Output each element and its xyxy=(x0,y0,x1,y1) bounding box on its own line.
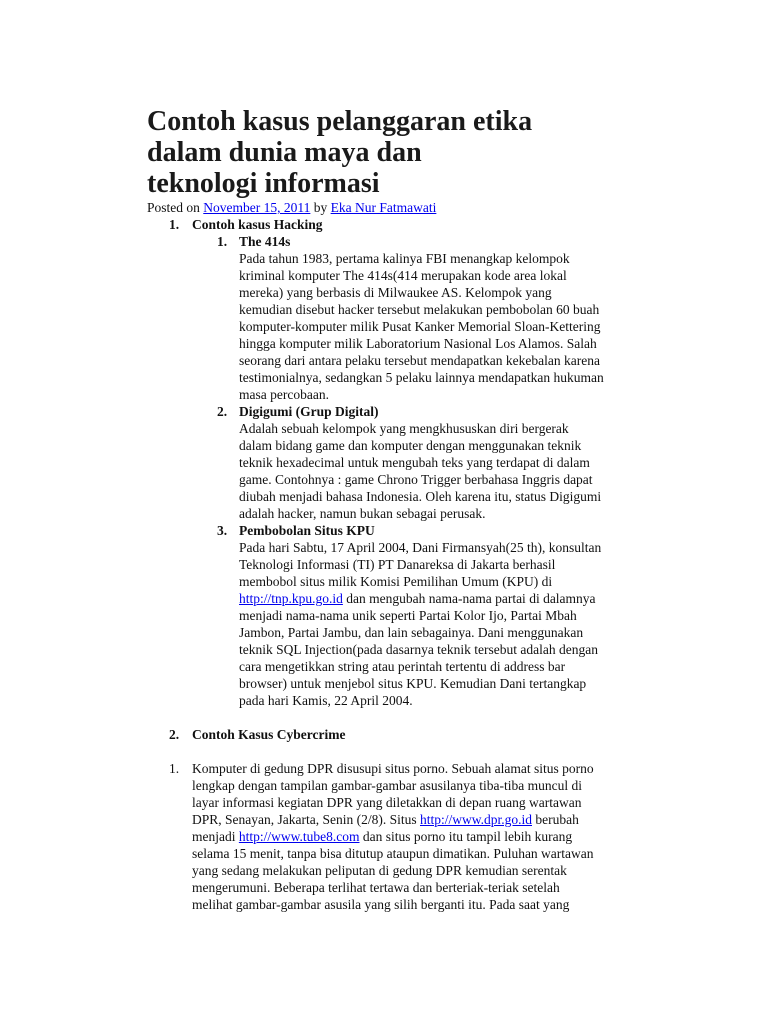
subsection-heading-digigumi: 2. Digigumi (Grup Digital) xyxy=(217,404,379,419)
paragraph-line: membobol situs milik Komisi Pemilihan Umum (KPU) di xyxy=(239,574,553,589)
list-number: 2. xyxy=(217,404,228,419)
paragraph-line: selama 15 menit, tanpa bisa ditutup ataupun dimatikan. Puluhan wartawan xyxy=(192,846,594,861)
list-number: 2. xyxy=(169,727,180,742)
paragraph-line: Teknologi Informasi (TI) PT Danareksa di Jakarta berhasil xyxy=(239,557,556,572)
paragraph-line: yang sedang melakukan peliputan di gedung DPR kemudian serentak xyxy=(192,863,567,878)
title-line: Contoh kasus pelanggaran etika xyxy=(147,106,533,137)
document-page xyxy=(147,106,667,913)
paragraph-line: masa percobaan. xyxy=(239,387,329,402)
paragraph-line: hingga komputer milik Laboratorium Nasional Los Alamos. Salah xyxy=(239,336,597,351)
posted-prefix: Posted on xyxy=(147,200,200,215)
paragraph-line: pada hari Kamis, 22 April 2004. xyxy=(239,693,413,708)
paragraph-line: Pada tahun 1983, pertama kalinya FBI menangkap kelompok xyxy=(239,251,570,266)
list-number: 1. xyxy=(169,761,180,776)
paragraph-line: game. Contohnya : game Chrono Trigger berbahasa Inggris dapat xyxy=(239,472,593,487)
list-number: 1. xyxy=(169,217,180,232)
dpr-link[interactable]: http://www.dpr.go.id xyxy=(419,812,532,827)
subsection-heading-kpu: 3. Pembobolan Situs KPU xyxy=(217,523,375,538)
paragraph-line: kriminal komputer The 414s(414 merupakan kode area lokal xyxy=(239,268,567,283)
paragraph-line: menjadi nama-nama unik seperti Partai Kolor Ijo, Partai Mbah xyxy=(239,608,577,623)
paragraph-line: browser) untuk menjebol situs KPU. Kemudian Dani tertangkap xyxy=(239,676,587,691)
list-number: 1. xyxy=(217,234,228,249)
paragraph-line: melihat gambar-gambar asusila yang silih berganti itu. Pada saat yang xyxy=(192,897,570,912)
paragraph-line: mengerumuni. Beberapa terlihat tertawa dan berteriak-teriak setelah xyxy=(192,880,560,895)
title-line: teknologi informasi xyxy=(147,168,380,199)
paragraph-line: cara mengetikkan string atau perintah tertentu di address bar xyxy=(239,659,566,674)
paragraph-line: Pada hari Sabtu, 17 April 2004, Dani Firmansyah(25 th), konsultan xyxy=(239,540,602,555)
paragraph-line: menjadi http://www.tube8.com dan situs porno itu tampil lebih kurang xyxy=(192,829,573,844)
paragraph-line: kemudian disebut hacker tersebut melakukan pembobolan 60 buah xyxy=(239,302,600,317)
post-date-link[interactable]: November 15, 2011 xyxy=(203,200,311,215)
paragraph-line: DPR, Senayan, Jakarta, Senin (2/8). Situs http://www.dpr.go.id berubah xyxy=(192,812,579,827)
spacer xyxy=(147,709,667,726)
paragraph-line: testimonialnya, sedangkan 5 pelaku lainnya mendapatkan hukuman xyxy=(239,370,604,385)
paragraph-line: seorang dari antara pelaku tersebut mendapatkan kekebalan karena xyxy=(239,353,600,368)
kpu-link[interactable]: http://tnp.kpu.go.id xyxy=(239,591,343,606)
subsection-heading-414s: 1. The 414s xyxy=(217,234,291,249)
paragraph-line: 1. Komputer di gedung DPR disusupi situs porno. Sebuah alamat situs porno xyxy=(169,761,594,776)
paragraph-line: dalam bidang game dan komputer dengan menggunakan teknik xyxy=(239,438,582,453)
paragraph-line: diubah menjadi bahasa Indonesia. Oleh karena itu, status Digigumi xyxy=(239,489,602,504)
paragraph-line: Jambon, Partai Jambu, dan lain sebagainya. Dani menggunakan xyxy=(239,625,584,640)
article-title xyxy=(147,106,667,199)
spacer xyxy=(147,743,667,760)
paragraph-line: Adalah sebuah kelompok yang mengkhususkan diri bergerak xyxy=(239,421,569,436)
list-number: 3. xyxy=(217,523,228,538)
paragraph-line: teknik hexadecimal untuk mengubah teks yang terdapat di dalam xyxy=(239,455,590,470)
author-link[interactable]: Eka Nur Fatmawati xyxy=(330,200,437,215)
section-2-heading: 2. Contoh Kasus Cybercrime xyxy=(169,727,346,742)
posted-by: by xyxy=(313,200,328,215)
paragraph-line: mereka) yang berbasis di Milwaukee AS. Kelompok yang xyxy=(239,285,552,300)
title-line: dalam dunia maya dan xyxy=(147,137,422,168)
tube8-link[interactable]: http://www.tube8.com xyxy=(238,829,360,844)
paragraph-line: komputer-komputer milik Pusat Kanker Memorial Sloan-Kettering xyxy=(239,319,601,334)
paragraph-line: lengkap dengan tampilan gambar-gambar asusilanya tiba-tiba muncul di xyxy=(192,778,582,793)
section-1-heading: 1. Contoh kasus Hacking xyxy=(169,217,323,232)
paragraph-line: teknik SQL Injection(pada dasarnya teknik tersebut adalah dengan xyxy=(239,642,598,657)
paragraph-line: adalah hacker, namun bukan sebagai perusak. xyxy=(239,506,486,521)
post-meta xyxy=(147,199,667,216)
paragraph-line: http://tnp.kpu.go.id dan mengubah nama-nama partai di dalamnya xyxy=(239,591,596,606)
paragraph-line: layar informasi kegiatan DPR yang diletakkan di depan ruang wartawan xyxy=(192,795,582,810)
